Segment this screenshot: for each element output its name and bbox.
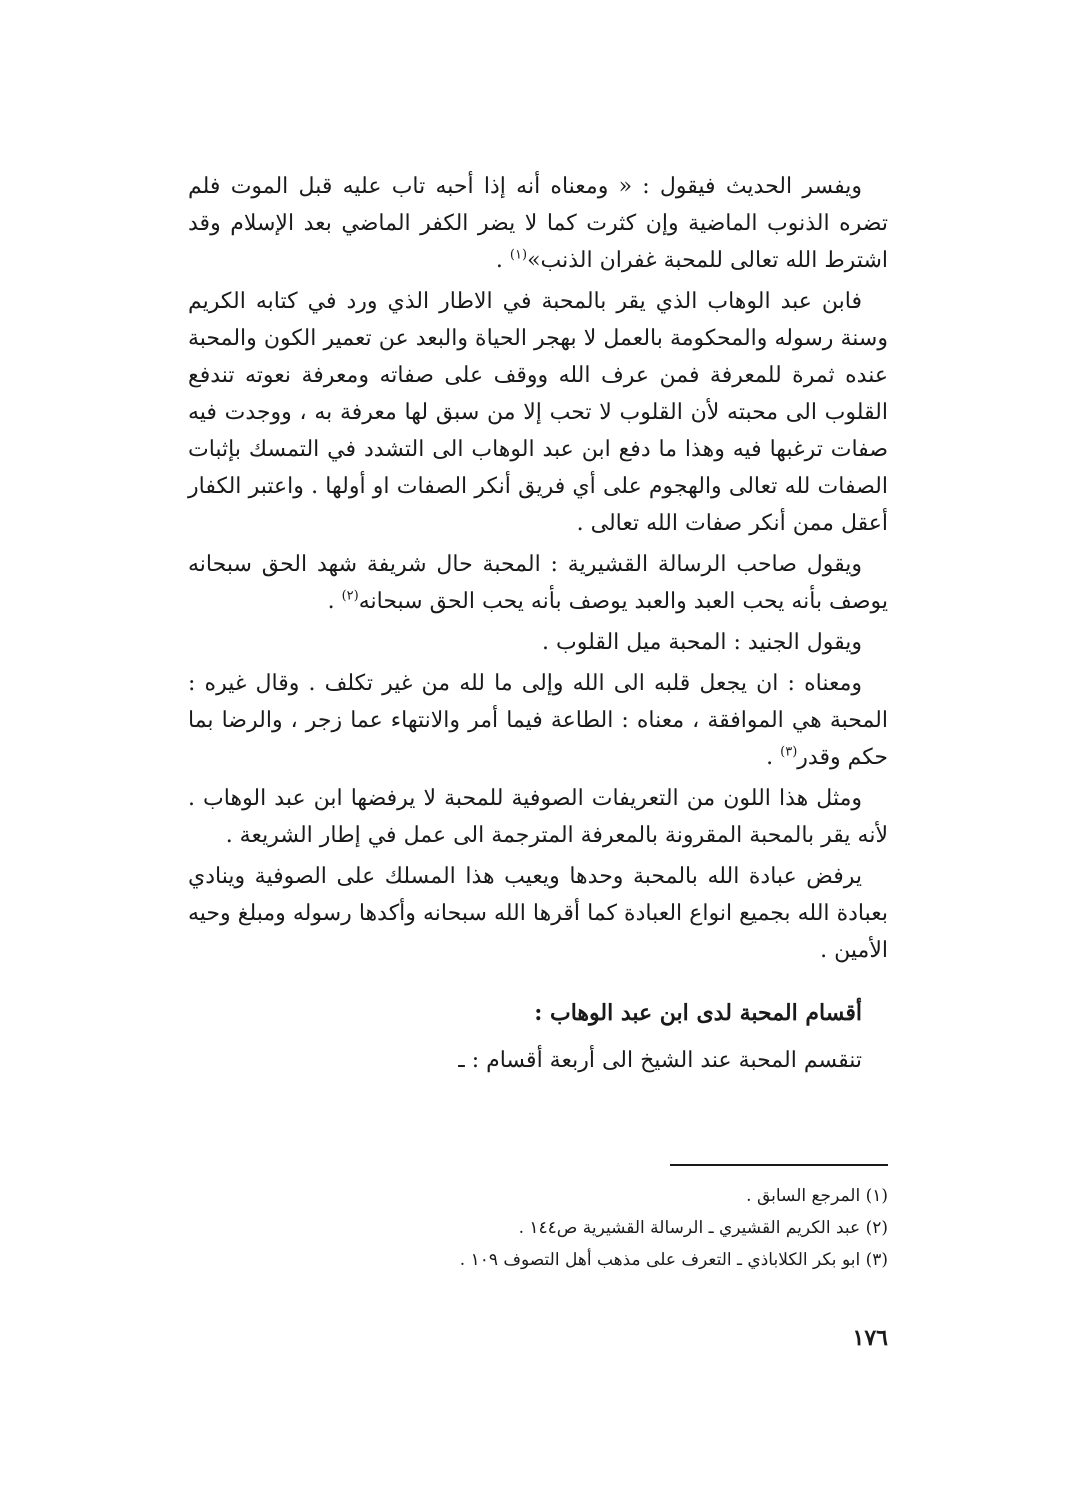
paragraph-text: ويفسر الحديث فيقول : « ومعناه أنه إذا أحبه تاب عليه قبل الموت فلم تضره الذنوب الماضية وإن كثرت كما لا يضر الكفر الماضي بعد الإسلام وقد اشترط الله تعالى للمحبة غفران الذنب» — [188, 174, 888, 273]
footnote-2: (٢) عبد الكريم القشيري ـ الرسالة القشيرية ص١٤٤ . — [518, 1218, 888, 1238]
paragraph-meaning-explanation — [188, 665, 888, 776]
footnote-ref-3: (٣) — [780, 744, 798, 760]
footnotes — [188, 1180, 888, 1276]
paragraph-text: ويقول صاحب الرسالة القشيرية : المحبة حال شريفة شهد الحق سبحانه يوصف بأنه يحب العبد والعبد يوصف بأنه يحب الحق سبحانه — [188, 552, 888, 614]
paragraph-sufi-definitions — [188, 780, 888, 854]
paragraph-worship-rejection — [188, 858, 888, 969]
page-number: ١٧٦ — [852, 1325, 888, 1351]
footnote-divider — [670, 1164, 888, 1166]
paragraph-qushayri-definition — [188, 546, 888, 620]
paragraph-text: يرفض عبادة الله بالمحبة وحدها ويعيب هذا المسلك على الصوفية وينادي بعبادة الله بجميع انواع العبادة كما أقرها الله سبحانه وأكدها رسوله ومبلغ وحيه الأمين . — [188, 864, 888, 963]
trailing-dot: . — [495, 248, 510, 273]
intro-line: تنقسم المحبة عند الشيخ الى أربعة أقسام : ـ — [458, 1048, 862, 1073]
footnote-1: (١) المرجع السابق . — [746, 1186, 888, 1206]
main-text — [188, 168, 888, 1083]
trailing-dot: . — [327, 589, 342, 614]
paragraph-text: ومثل هذا اللون من التعريفات الصوفية للمحبة لا يرفضها ابن عبد الوهاب . لأنه يقر بالمحبة المقرونة بالمعرفة المترجمة الى عمل في إطار الشريعة . — [188, 786, 888, 848]
footnote-3: (٣) ابو بكر الكلاباذي ـ التعرف على مذهب أهل التصوف ١٠٩ . — [459, 1250, 888, 1270]
paragraph-text: فابن عبد الوهاب الذي يقر بالمحبة في الاطار الذي ورد في كتابه الكريم وسنة رسوله والمحكومة بالعمل لا بهجر الحياة والبعد عن تعمير الكون والمحبة عنده ثمرة للمعرفة فمن عرف الله ووقف على صفاته ومعرفة نعوته تندفع القلوب الى محبته لأن القلوب لا تحب إلا من سبق لها معرفة به ، ووجدت فيه صفات ترغبها فيه وهذا ما دفع ابن عبد الوهاب الى التشدد في التمسك بإثبات الصفات لله تعالى والهجوم على أي فريق أنكر الصفات او أولها . واعتبر الكفار أعقل ممن أنكر صفات الله تعالى . — [188, 289, 888, 536]
paragraph-text: ويقول الجنيد : المحبة ميل القلوب . — [542, 630, 862, 655]
paragraph-hadith-interpretation — [188, 168, 888, 279]
paragraph-text: ومعناه : ان يجعل قلبه الى الله وإلى ما لله من غير تكلف . وقال غيره : المحبة هي الموافقة ، معناه : الطاعة فيما أمر والانتهاء عما زجر ، والرضا بما حكم وقدر — [188, 671, 888, 770]
footnote-ref-1: (١) — [509, 247, 528, 263]
footnote-ref-2: (٢) — [341, 588, 359, 604]
paragraph-love-framework — [188, 283, 888, 542]
section-heading: أقسام المحبة لدى ابن عبد الوهاب : — [534, 1000, 862, 1026]
trailing-dot: . — [766, 745, 781, 770]
paragraph-junayd-definition — [188, 624, 888, 661]
